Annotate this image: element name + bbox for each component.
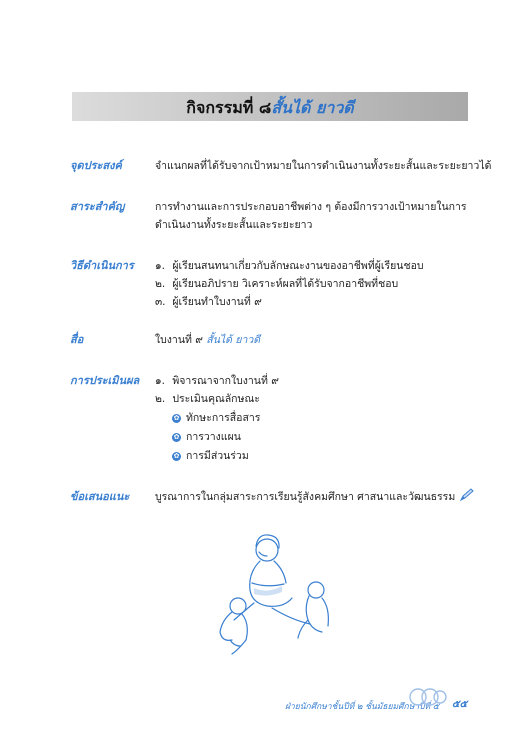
evaluation-bullet-1 (172, 409, 260, 426)
evaluation-item-2-num: ๒. (155, 393, 166, 405)
purpose-text: จำแนกผลที่ได้รับจากเป้าหมายในการดำเนินงานทั้งระยะสั้นและระยะยาวได้ (155, 160, 492, 172)
method-item-2 (155, 275, 398, 292)
footer-text: ฝ่ายนักศึกษาชั้นปีที่ ๒ ชั้นมัธยมศึกษาปีที่ ๕ (285, 702, 440, 712)
method-item-2-num: ๒. (155, 278, 166, 290)
suggestion-text (155, 488, 475, 505)
method-item-3 (155, 293, 262, 310)
method-label: วิธีดำเนินการ (70, 259, 134, 272)
method-item-1 (155, 257, 424, 274)
decoration-icon (408, 683, 448, 711)
media-label: สื่อ (70, 333, 84, 346)
mother-children-illustration (212, 528, 342, 668)
method-item-2-text: ผู้เรียนอภิปราย วิเคราะห์ผลที่ได้รับจากอาชีพที่ชอบ (172, 278, 399, 290)
evaluation-bullet-1-text: ทักษะการสื่อสาร (186, 412, 261, 424)
activity-title-main: กิจกรรมที่ ๘ (186, 98, 272, 117)
method-item-1-text: ผู้เรียนสนทนาเกี่ยวกับลักษณะงานของอาชีพที่ผู้เรียนชอบ (172, 260, 424, 272)
evaluation-item-1-text: พิจารณาจากใบงานที่ ๙ (172, 375, 279, 387)
purpose-label: จุดประสงค์ (70, 159, 122, 172)
media-text (155, 331, 260, 348)
activity-title-accent: สั้นได้ ยาวดี (271, 98, 354, 117)
essence-line-2: ดำเนินงานทั้งระยะสั้นและระยะยาว (155, 219, 313, 231)
title-banner (72, 92, 468, 121)
evaluation-item-2 (155, 390, 260, 407)
media-text-main: ใบงานที่ ๙ (155, 334, 203, 346)
suggestion-label: ข้อเสนอแนะ (70, 490, 130, 503)
suggestion-text-body: บูรณาการในกลุ่มสาระการเรียนรู้สังคมศึกษา ศาสนาและวัฒนธรรม (155, 491, 456, 503)
evaluation-item-2-text: ประเมินคุณลักษณะ (172, 393, 260, 405)
essence-line-1: การทำงานและการประกอบอาชีพต่าง ๆ ต้องมีการวางเป้าหมายในการ (155, 201, 467, 213)
page-number: ๕๕ (452, 699, 468, 710)
method-item-1-num: ๑. (155, 260, 166, 272)
evaluation-bullet-2 (172, 428, 241, 445)
evaluation-label: การประเมินผล (70, 374, 140, 387)
evaluation-item-1-num: ๑. (155, 375, 166, 387)
flower-bullet-icon: ✿ (173, 413, 180, 422)
flower-bullet-icon: ✿ (173, 451, 180, 460)
flower-bullet-icon: ✿ (173, 432, 180, 441)
method-item-3-num: ๓. (155, 296, 166, 308)
activity-title (72, 96, 468, 121)
evaluation-item-1 (155, 372, 279, 389)
essence-label: สาระสำคัญ (70, 200, 125, 213)
evaluation-bullet-3-text: การมีส่วนร่วม (186, 450, 249, 462)
evaluation-bullet-2-text: การวางแผน (186, 431, 241, 443)
pencil-icon (459, 488, 475, 502)
media-text-accent: สั้นได้ ยาวดี (206, 334, 261, 346)
method-item-3-text: ผู้เรียนทำใบงานที่ ๙ (172, 296, 262, 308)
evaluation-bullet-3 (172, 447, 249, 464)
